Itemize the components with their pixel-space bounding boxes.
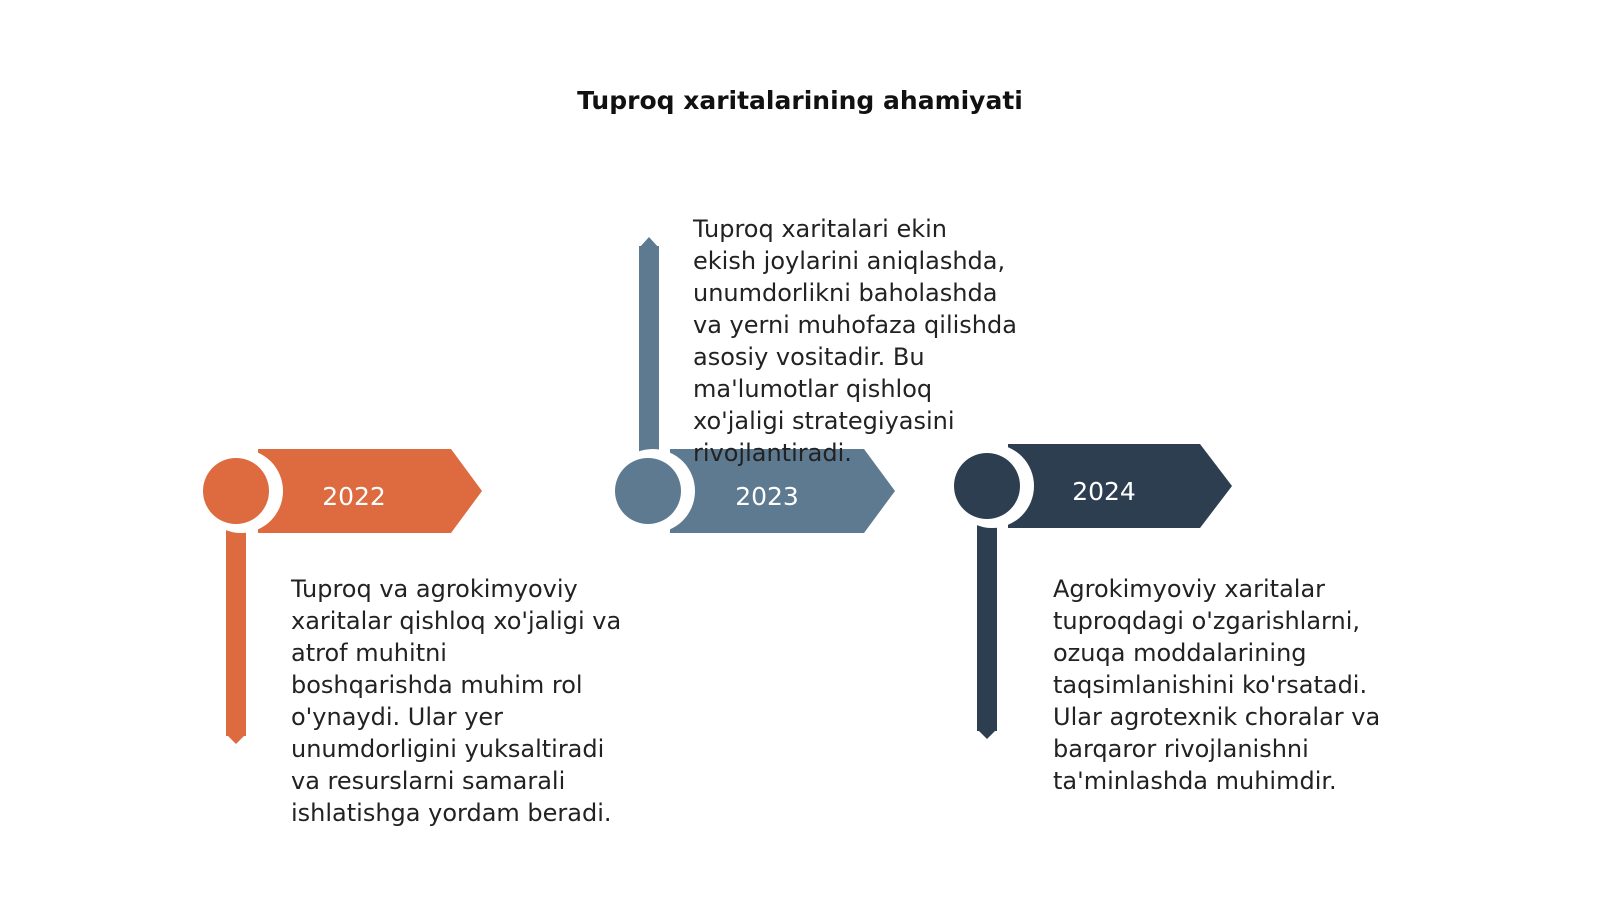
milestone-2024-year: 2024 <box>1072 477 1136 506</box>
milestone-2024-stem <box>977 520 997 731</box>
milestone-2024-stem-tip <box>977 729 997 739</box>
milestone-2022-stem-tip <box>226 734 246 744</box>
milestone-2022-description: Tuproq va agrokimyoviy xaritalar qishloq xo'jaligi va atrof muhitni boshqarishda muhim rol o'ynaydi. Ular yer unumdorligini yuksaltiradi va resurslarni samarali ishlatishga yordam beradi. <box>291 575 622 827</box>
slide-title: Tuproq xaritalarining ahamiyati <box>577 86 1023 115</box>
milestone-2022-year: 2022 <box>322 482 386 511</box>
milestone-2023-stem <box>639 246 659 456</box>
milestone-2022-stem <box>226 525 246 736</box>
milestone-2022-dot <box>203 458 269 524</box>
milestone-2023-description: Tuproq xaritalari ekin ekish joylarini aniqlashda, unumdorlikni baholashda va yerni muhofaza qilishda asosiy vositadir. Bu ma'lumotlar qishloq xo'jaligi strategiyasini rivojlantiradi. <box>693 215 1017 467</box>
milestone-2024-description: Agrokimyoviy xaritalar tuproqdagi o'zgarishlarni, ozuqa moddalarining taqsimlanishini ko'rsatadi. Ular agrotexnik choralar va barqaror rivojlanishni ta'minlashda muhimdir. <box>1053 575 1381 795</box>
milestone-2023-dot <box>615 458 681 524</box>
milestone-2023-stem-tip <box>639 237 659 248</box>
milestone-2023-year: 2023 <box>735 482 799 511</box>
